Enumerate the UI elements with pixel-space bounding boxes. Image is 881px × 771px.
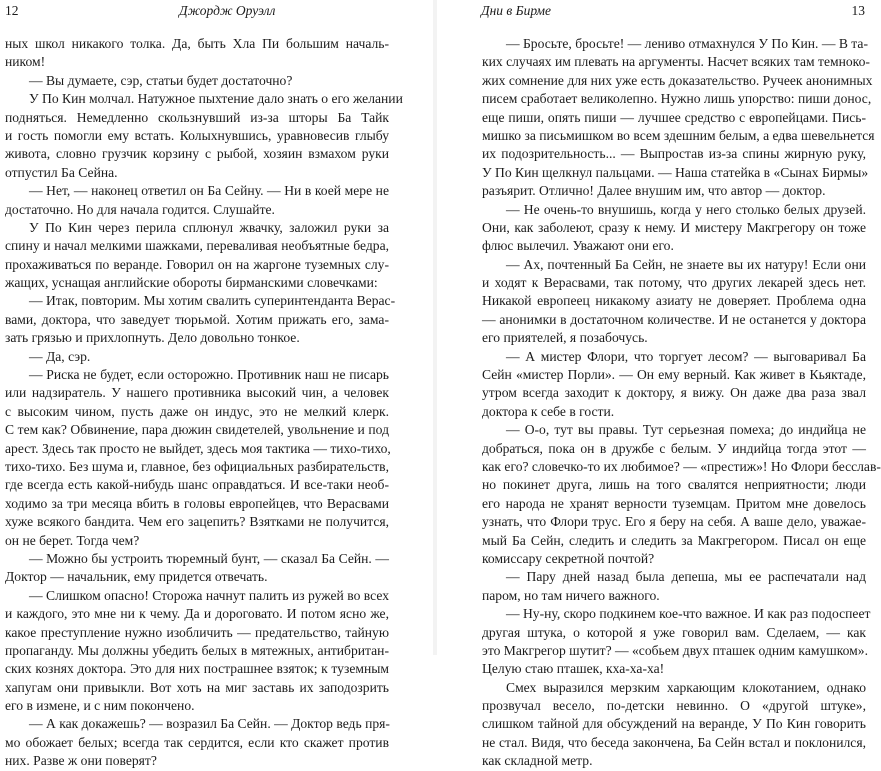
text-line: мо обожает белых; всегда так сердится, если кто скажет против — [5, 734, 389, 750]
text-line: его приятелей, я позабочусь. — [482, 330, 648, 346]
text-line: У По Кин через перила сплюнул жвачку, заложил руки за — [29, 219, 389, 235]
text-line: тихо-тихо. Без шума и, главное, без официальных разбирательств, — [5, 458, 389, 474]
text-line: где всегда есть какой-нибудь шанс оправдаться. И все-таки необ- — [5, 477, 389, 493]
text-line: слишком тайной для обсуждений на веранде, У По Кин говорить — [482, 716, 866, 732]
text-line: узнать, что Флори трус. Его я беру на себя. А ваше дело, уважае- — [482, 514, 866, 530]
text-line: другая штука, о которой я уже говорил вам. Сделаем, — как — [482, 624, 866, 640]
text-line: его народа не хранят верности туземцам. Притом мне довелось — [482, 495, 866, 511]
text-line: отпустил Ба Сейна. — [5, 164, 118, 180]
text-line: — А мистер Флори, что торгует лесом? — выговаривал Ба — [506, 348, 866, 364]
text-line: арест. Здесь так просто не выйдет, здесь моя тактика — тихо-тихо, — [5, 440, 391, 456]
text-line: У По Кин молчал. Натужное пыхтение дало знать о его желании — [29, 91, 403, 107]
text-line: — О-о, тут вы правы. Тут серьезная помеха; до индийца не — [506, 422, 866, 438]
text-line: и ходят к Верасвами, так потому, что других лекарей здесь нет. — [482, 275, 866, 291]
text-line: или надзиратель. У нашего противника высокий чин, а человек — [5, 385, 389, 401]
page-number-right: 13 — [851, 3, 865, 18]
text-line: — анонимки в достаточном количестве. И не останется у доктора — [482, 311, 866, 327]
text-line: спину и начал мелкими шажками, переваливая необъятные бедра, — [5, 238, 389, 254]
text-line: Доктор — начальник, ему придется отвечать. — [5, 569, 268, 585]
text-line: У По Кин щелкнул пальцами. — Наша статейка в «Сынах Бирмы» — [482, 164, 869, 180]
text-line: как его? словечко-то их любимое? — «престиж»! Но Флори бесслав- — [482, 458, 881, 474]
left-page — [0, 0, 433, 769]
text-line: Целую стаю пташек, кха-ха-ха! — [482, 661, 665, 677]
right-page-text — [482, 35, 881, 771]
text-line: его в измене, и с ним покончено. — [5, 698, 195, 714]
text-line: еще пиши, опять пиши — лучшее средство с европейцами. Пись- — [482, 109, 866, 125]
text-line: их подозрительность... — Выпростав из-за спины жирную руку, — [482, 146, 866, 162]
text-line: ником! — [5, 54, 46, 70]
text-line: прозвучал весело, по-детски невинно. О «другой штуке», — [482, 698, 866, 714]
text-line: — Вы думаете, сэр, статьи будет достаточно? — [29, 72, 293, 88]
running-head-left: Джордж Оруэлл — [179, 3, 276, 18]
text-line: С тем как? Обвинение, пара дюжин свидетелей, увольнение и под — [5, 422, 389, 438]
text-line: добраться, пока он в дружбе с белым. У индийца тогда этот — — [482, 440, 866, 456]
text-line: — Да, сэр. — [29, 348, 91, 364]
text-line: Сейн «мистер Порли». — Он ему верный. Как живет в Кьяктаде, — [482, 367, 866, 383]
text-line: ких случаях им плевать на аргументы. Насчет всяких там темноко- — [482, 54, 870, 70]
text-line: утром всегда заходит к доктору, я вижу. Он даже два раза звал — [482, 385, 866, 401]
text-line: вами, доктора, что заведует тюрьмой. Хотим прижать его, зама- — [5, 311, 389, 327]
left-page-text — [5, 35, 403, 771]
text-line: — Пару дней назад была депеша, мы ее распечатали над — [506, 569, 866, 585]
text-line: это Макгрегор шутит? — «собьем двух пташек одним камушком». — [482, 642, 868, 658]
text-line: не стал. Видя, что беседа закончена, Ба Сейн встал и поклонился, — [482, 734, 866, 750]
text-line: подняться. Немедленно скользнувший из-за шторы Ба Тайк — [5, 109, 389, 125]
text-line: — Ах, почтенный Ба Сейн, не знаете вы их натуру! Если они — [506, 256, 866, 272]
text-line: флюс вылечил. Уважают они его. — [482, 238, 674, 254]
text-line: — Бросьте, бросьте! — лениво отмахнулся У По Кин. — В та- — [506, 36, 868, 51]
text-line: — Слишком опасно! Сторожа начнут палить из ружей во всех — [29, 587, 389, 603]
text-line: разъярит. Отлично! Далее внушим им, что автор — доктор. — [482, 183, 826, 199]
text-line: Никакой европеец никакому азиату не доверяет. Проблема одна — [482, 293, 866, 309]
text-line: но покинет друга, лишь на того свалятся неприятности; люди — [482, 477, 866, 493]
text-line: какое преступление нужно изобличить — предательство, тайную — [5, 624, 389, 640]
text-line: жих сомнение для них уже есть доказательство. Ручеек анонимных — [482, 72, 873, 88]
text-line: Смех выразился мерзким харкающим клокотанием, однако — [506, 679, 866, 695]
text-line: — Не очень-то внушишь, когда у него столько белых друзей. — [506, 201, 866, 217]
text-line: достаточно. Но для начала годится. Слушайте. — [5, 201, 275, 217]
text-line: — А как докажешь? — возразил Ба Сейн. — Доктор ведь пря- — [29, 716, 390, 732]
text-line: живота, словно грузчик корзину с рыбой, хозяин взмахом руки — [5, 146, 389, 162]
text-line: ходимо за три месяца вбить в головы европейцев, что Верасвами — [5, 495, 389, 511]
text-line: и каждого, это мне ни к чему. Да и дороговато. И потом ясно же, — [5, 606, 389, 622]
text-line: комиссару секретной почтой? — [482, 550, 655, 566]
text-line: ных школ никакого толка. Да, быть Хла Пи большим началь- — [5, 36, 389, 51]
text-line: доктора к себе в гости. — [482, 403, 615, 419]
text-line: как складной метр. — [482, 753, 593, 769]
text-line: — Можно бы устроить тюремный бунт, — сказал Ба Сейн. — — [29, 550, 389, 566]
text-line: зать грязью и прихлопнуть. Дело довольно тонкое. — [5, 330, 300, 346]
text-line: хуже всякого бандита. Чем его зацепить? Взятками не получится, — [5, 514, 389, 530]
text-line: — Ну-ну, скоро подкинем кое-что важное. И как раз подоспеет — [506, 606, 871, 622]
page-number-left: 12 — [5, 3, 19, 18]
text-line: прохаживаться по веранде. Говорил он на жаргоне туземных слу- — [5, 256, 389, 272]
text-line: паром, но там ничего важного. — [482, 587, 660, 603]
right-page — [437, 0, 881, 769]
text-line: мый Ба Сейн, следить и следить за Макгрегором. Писал он еще — [482, 532, 866, 548]
text-line: мишко за письмишком во всем здешним белым, а едва шевельнется — [482, 127, 875, 143]
text-line: — Итак, повторим. Мы хотим свалить суперинтенданта Верас- — [29, 293, 396, 309]
text-line: и гость помогли ему встать. Колыхнувшись, уравновесив глыбу — [5, 127, 389, 143]
text-line: он не берет. Тогда чем? — [5, 532, 140, 548]
text-line: Они, как заболеют, сразу к нему. И мистеру Макгрегору он тоже — [482, 219, 866, 235]
text-line: хапугам они привыкли. Вот хоть на миг заставь их заподозрить — [5, 679, 389, 695]
text-line: писем сработает великолепно. Нужно лишь упорство: пиши донос, — [482, 91, 872, 107]
text-line: — Риска не будет, если осторожно. Противник наш не писарь — [29, 367, 389, 383]
text-line: с высоким чином, пусть даже он индус, это не мелкий клерк. — [5, 403, 389, 419]
text-line: них. Разве ж они поверят? — [5, 753, 157, 769]
text-line: — Нет, — наконец ответил он Ба Сейну. — Ни в коей мере не — [29, 183, 389, 199]
text-line: пропаганду. Мы должны убедить белых в мятежных, антибритан- — [5, 642, 389, 658]
running-head-right: Дни в Бирме — [481, 3, 552, 18]
text-line: жащих, уснащая английские обороты бирманскими словечками: — [5, 275, 378, 291]
text-line: ских кознях доктора. Это для них пострашнее взяток; к туземным — [5, 661, 389, 677]
